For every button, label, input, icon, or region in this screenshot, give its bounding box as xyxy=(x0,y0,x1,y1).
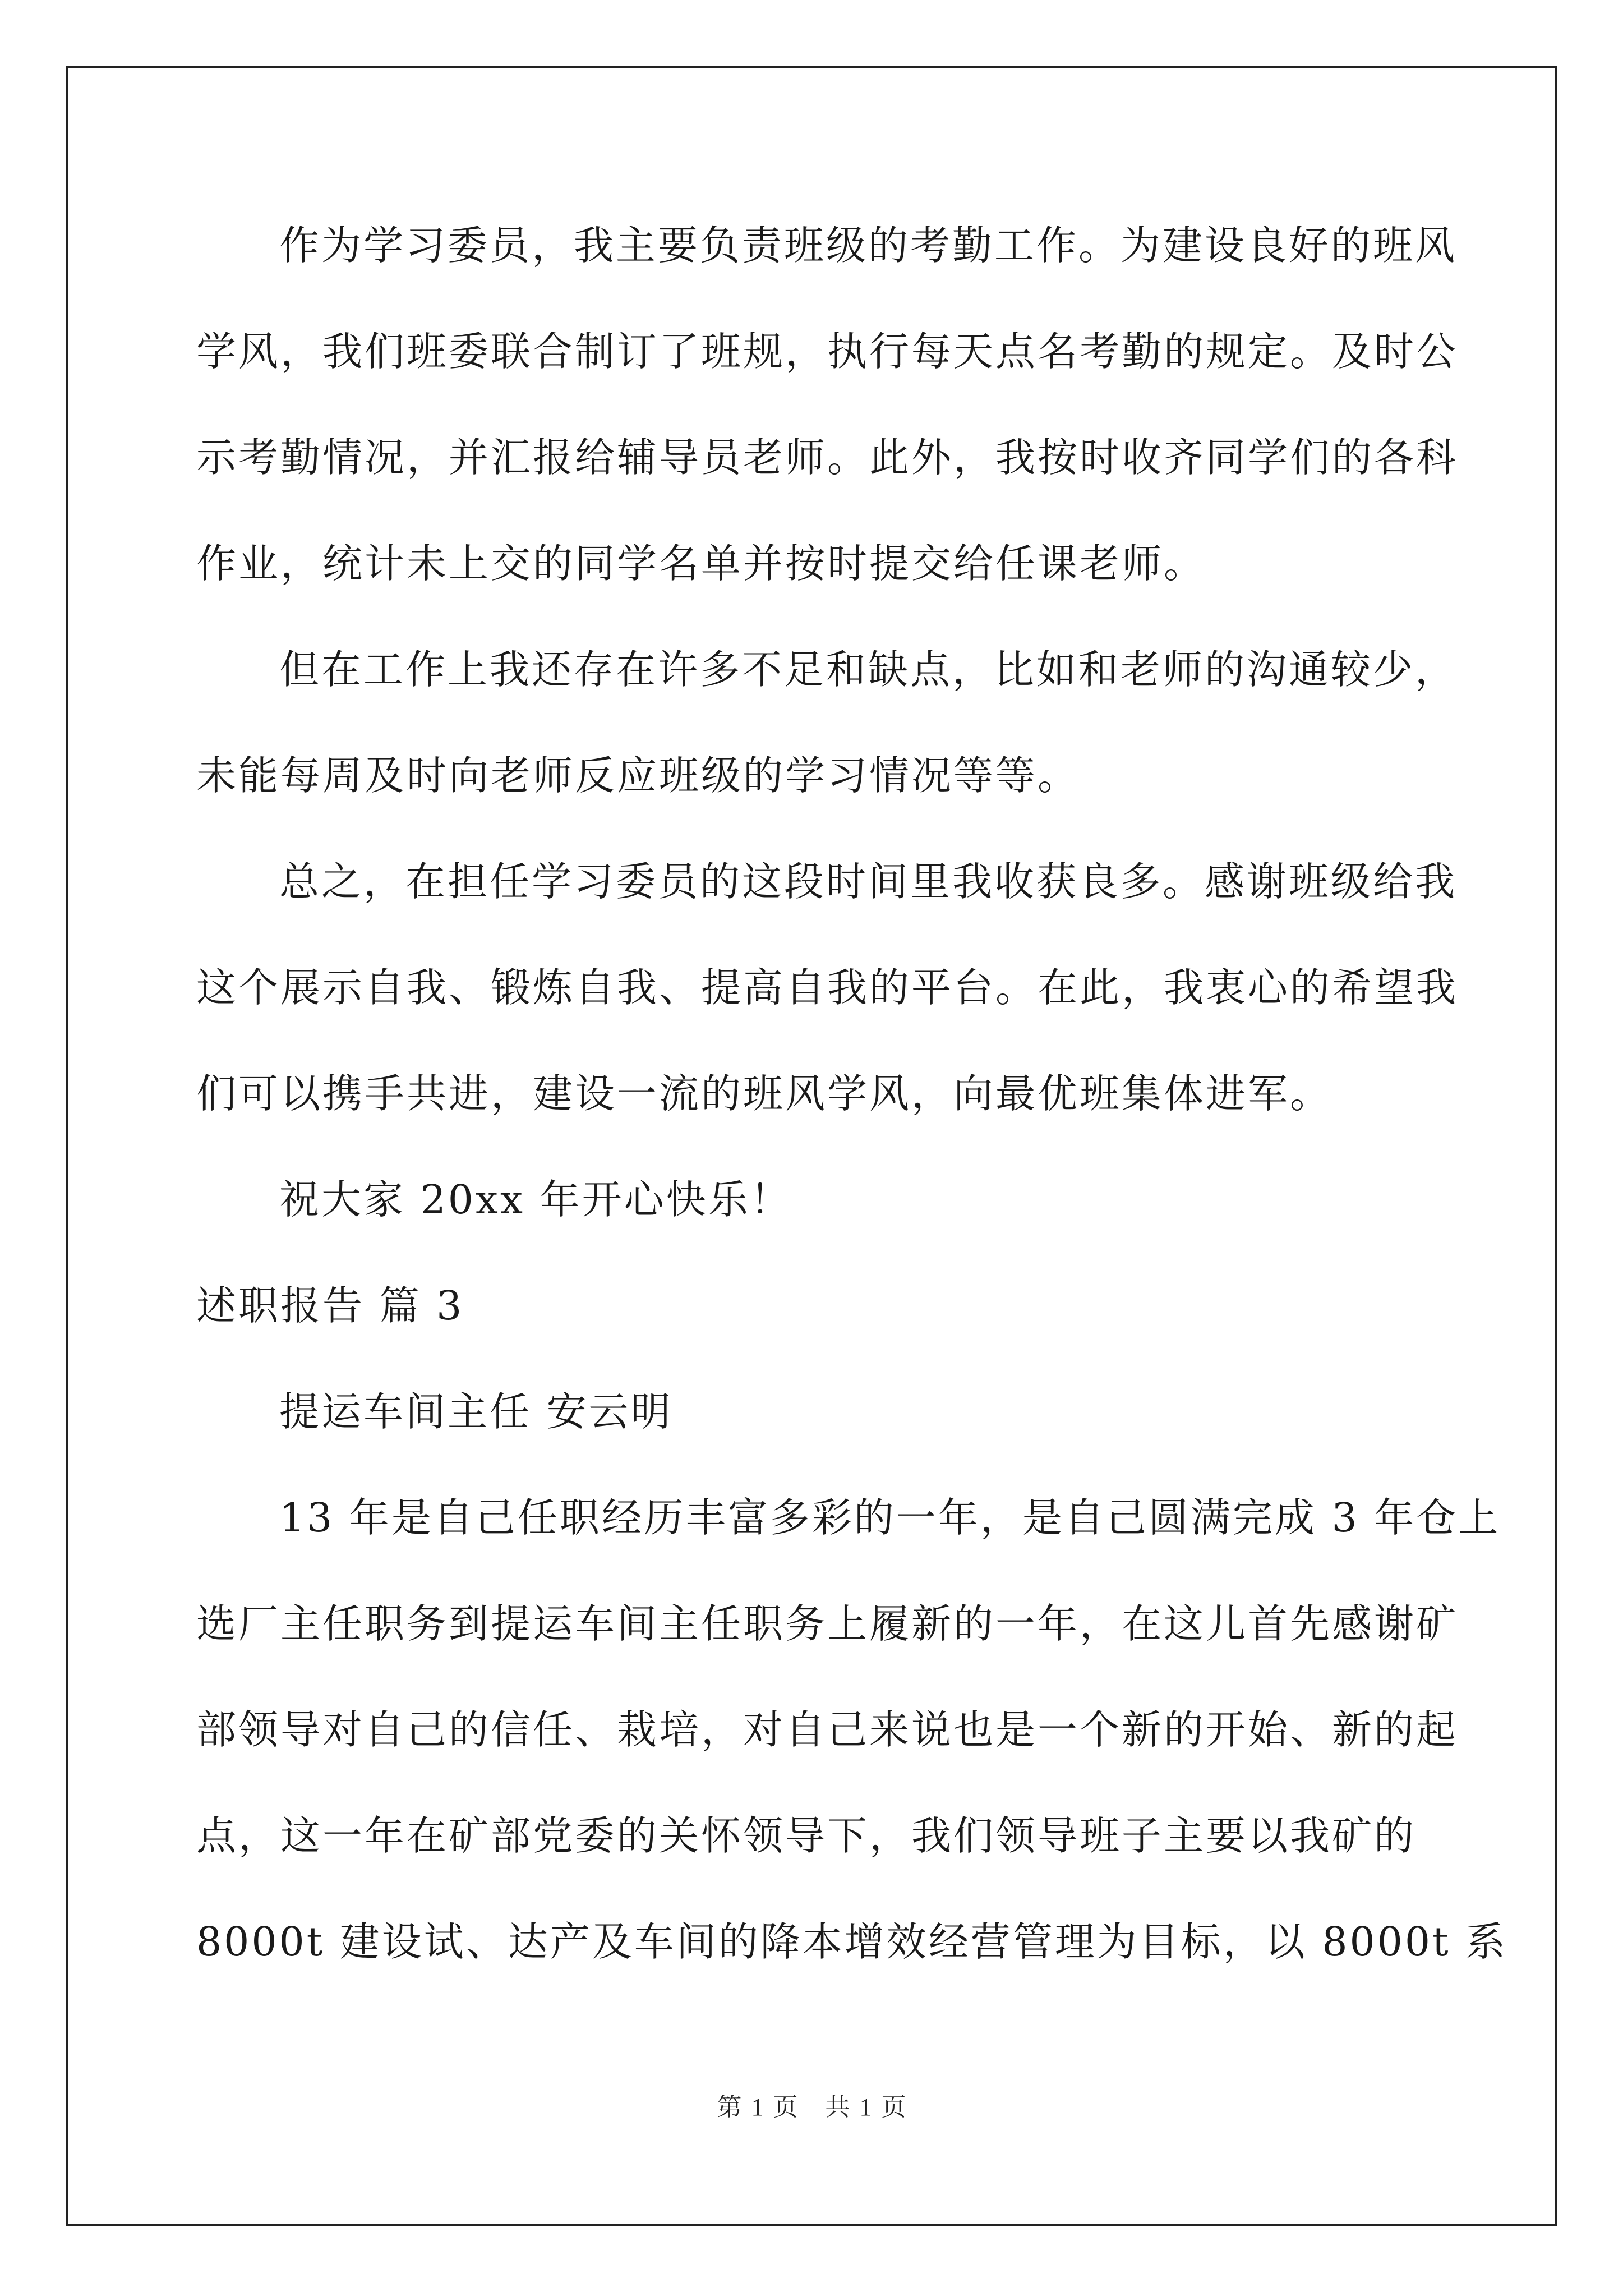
page-footer xyxy=(0,2087,1623,2123)
page-number: 第 1 页 xyxy=(717,2093,798,2121)
paragraph-line: 这个展示自我、锻炼自我、提高自我的平台。在此，我衷心的希望我 xyxy=(196,964,1459,1011)
paragraph-line: 总之，在担任学习委员的这段时间里我收获良多。感谢班级给我 xyxy=(279,858,1458,905)
paragraph-line: 13 年是自己任职经历丰富多彩的一年，是自己圆满完成 3 年仓上 xyxy=(279,1494,1501,1541)
page-border xyxy=(66,66,1557,2226)
paragraph-line: 点，这一年在矿部党委的关怀领导下，我们领导班子主要以我矿的 xyxy=(196,1812,1417,1859)
paragraph-line: 们可以携手共进，建设一流的班风学风，向最优班集体进军。 xyxy=(196,1070,1332,1117)
paragraph-line: 8000t 建设试、达产及车间的降本增效经营管理为目标，以 8000t 系 xyxy=(196,1918,1508,1965)
paragraph-line: 选厂主任职务到提运车间主任职务上履新的一年，在这儿首先感谢矿 xyxy=(196,1600,1459,1647)
paragraph-line: 部领导对自己的信任、栽培，对自己来说也是一个新的开始、新的起 xyxy=(196,1706,1459,1753)
page-total: 共 1 页 xyxy=(825,2093,906,2121)
paragraph-line: 示考勤情况，并汇报给辅导员老师。此外，我按时收齐同学们的各科 xyxy=(196,434,1459,481)
closing-wish: 祝大家 20xx 年开心快乐！ xyxy=(279,1176,792,1223)
paragraph-line: 但在工作上我还存在许多不足和缺点，比如和老师的沟通较少， xyxy=(279,646,1458,693)
author-line: 提运车间主任 安云明 xyxy=(279,1388,673,1435)
paragraph-line: 作为学习委员，我主要负责班级的考勤工作。为建设良好的班风 xyxy=(279,222,1458,269)
paragraph-line: 作业，统计未上交的同学名单并按时提交给任课老师。 xyxy=(196,540,1206,587)
paragraph-line: 学风，我们班委联合制订了班规，执行每天点名考勤的规定。及时公 xyxy=(196,328,1459,375)
section-heading: 述职报告 篇 3 xyxy=(196,1282,464,1329)
paragraph-line: 未能每周及时向老师反应班级的学习情况等等。 xyxy=(196,752,1080,799)
